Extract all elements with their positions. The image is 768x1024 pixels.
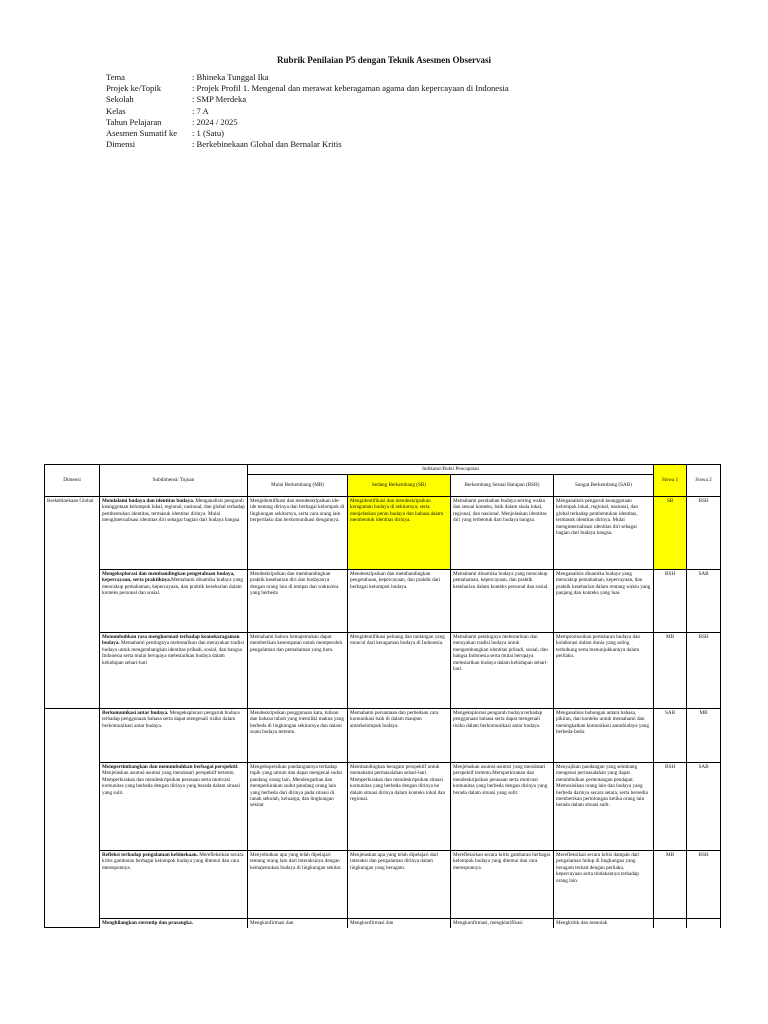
sb-cell: Membandingkan beragam perspektif untuk memahami permasalahan sehari-hari. Memperkirakan dan mendeskripsikan situasi komunitas yang berbeda dengan dirinya ke dalam situasi dirinya dalam konteks lokal dan regional. xyxy=(348,763,451,851)
meta-value: : 2024 / 2025 xyxy=(192,116,238,127)
subdimensi-title: Mempertimbangkan dan menumbuhkan berbagai perspektif. xyxy=(102,764,239,770)
score-siswa-2: SAB xyxy=(687,763,721,851)
meta-row-kelas xyxy=(106,106,509,117)
meta-row-tahun xyxy=(106,117,509,128)
mb-cell: Mengidentifikasi dan mendeskripsikan ide-ide tentang dirinya dan berbagai kelompok di lingkungan sekitarnya, serta cara orang lain berperilaku dan berkomunikasi dengannya. xyxy=(248,497,348,570)
meta-label: Tahun Pelajaran xyxy=(106,116,162,127)
mb-cell: Memahami bahwa kemajemukan dapat memberikan kesempatan untuk memperoleh pengalaman dan pemahaman yang baru. xyxy=(248,633,348,709)
subdimensi-title: Mendalami budaya dan identitas budaya. xyxy=(102,498,195,504)
score-siswa-1: BSH xyxy=(654,570,687,633)
mb-cell: Menyebutkan apa yang telah dipelajari tentang orang lain dari interaksinya dengan kemajemukan budaya di lingkungan sekitar. xyxy=(248,851,348,919)
score-siswa-1: MB xyxy=(654,633,687,709)
bsh-cell: Memahami dinamika budaya yang mencakup pemahaman, kepercayaan, dan praktik keseharian dalam konteks personal dan sosial. xyxy=(451,570,554,633)
subdimensi-title: Refleksi terhadap pengalaman kebinekaan. xyxy=(102,852,198,858)
meta-label: Sekolah xyxy=(106,94,134,105)
document-meta xyxy=(106,72,509,150)
sab-cell: Menganalisis dinamika budaya yang mencakup pemahaman, kepercayaan, dan praktik keseharian dalam rentang waktu yang panjang dan konteks yang luas xyxy=(554,570,654,633)
meta-value: : 1 (Satu) xyxy=(192,128,224,139)
sb-cell: Mengidentifikasi dan mendeskripsikan keragaman budaya di sekitarnya; serta menjelaskan peran budaya dan bahasa dalam membentuk identitas dirinya. xyxy=(348,497,451,570)
score-siswa-2 xyxy=(687,919,721,928)
header-siswa-1: Siswa 1 xyxy=(654,465,687,497)
table-row xyxy=(45,763,721,851)
subdimensi-title: Berkomunikasi antar budaya. xyxy=(102,710,169,716)
meta-label: Dimensi xyxy=(106,139,136,150)
score-siswa-2: SAB xyxy=(687,570,721,633)
subdimensi-desc: Merefleksikan secara kritis gambaran berbagai kelompok budaya yang ditemui dan cara meresponnya. xyxy=(102,852,244,871)
meta-row-dimensi xyxy=(106,139,509,150)
score-siswa-2: BSH xyxy=(687,497,721,570)
meta-label: Kelas xyxy=(106,105,126,116)
header-sab: Sangat Berkembang (SAB) xyxy=(554,475,654,497)
meta-value: : 7 A xyxy=(192,105,209,116)
meta-label: Asesmen Sumatif ke xyxy=(106,128,178,139)
bsh-cell: Merefleksikan secara kritis gambaran berbagai kelompok budaya yang ditemui dan cara meresponnya. xyxy=(451,851,554,919)
bsh-cell: Memahami pentingnya melestarikan dan merayakan tradisi budaya untuk mengembangkan identitas pribadi, sosial, dan bangsa Indonesia serta mulai berupaya melestarikan budaya dalam kehidupan sehari-hari. xyxy=(451,633,554,709)
sab-cell: Mempromosikan pertukaran budaya dan kolaborasi dalam dunia yang saling terhubung serta menunjukkannya dalam perilaku. xyxy=(554,633,654,709)
bsh-cell: Memahami perubahan budaya seiring waktu dan sesuai konteks, baik dalam skala lokal, regional, dan nasional. Menjelaskan identitas diri yang terbentuk dari budaya bangsa. xyxy=(451,497,554,570)
subdimensi-cell xyxy=(100,763,248,851)
sb-cell: Menjelaskan apa yang telah dipelajari dari interaksi dan pengalaman dirinya dalam lingkungan yang beragam. xyxy=(348,851,451,919)
meta-row-asesmen xyxy=(106,128,509,139)
header-indikator: Indikator/Bukti Pencapaian xyxy=(248,465,654,475)
score-siswa-1 xyxy=(654,919,687,928)
subdimensi-title: Mengeksplorasi dan membandingkan pengetahuan budaya, kepercayaan, serta praktiknya. xyxy=(102,571,235,584)
subdimensi-title: Menghilangkan stereotip dan prasangka. xyxy=(102,920,193,926)
meta-value: : SMP Merdeka xyxy=(192,94,247,105)
meta-row-sekolah xyxy=(106,94,509,105)
score-siswa-1: BSH xyxy=(654,763,687,851)
table-row xyxy=(45,851,721,919)
rubric-table xyxy=(44,464,721,928)
meta-label: Tema xyxy=(106,72,125,82)
meta-value: : Projek Profil 1. Mengenal dan merawat keberagaman agama dan kepercayaan di Indonesia xyxy=(192,83,509,94)
table-row xyxy=(45,570,721,633)
mb-cell: Mendeskripsikan dan membandingkan praktik keseharian diri dan budayanya dengan orang lain di tempat dan waktu/era yang berbeda xyxy=(248,570,348,633)
header-siswa-2: Siswa 2 xyxy=(687,465,721,497)
subdimensi-cell xyxy=(100,570,248,633)
header-dimensi: Dimensi xyxy=(45,465,100,497)
mb-cell: Mengkonfirmasi dan xyxy=(248,919,348,928)
table-row xyxy=(45,497,721,570)
subdimensi-desc: Menjelaskan asumsi-asumsi yang mendasari perspektif tertentu. Memperkirakan dan mendeskripsikan perasaan serta motivasi komunitas yang berbeda dengan dirinya yang berada dalam situasi yang sulit. xyxy=(102,770,241,796)
mb-cell: Mengekspresikan pandangannya terhadap topik yang umum dan dapat mengenal sudut pandang orang lain. Mendengarkan dan memperkirakan sudut pandang orang lain yang berbeda dari dirinya pada situasi di ranah sekolah, keluarga, dan lingkungan sekitar xyxy=(248,763,348,851)
sab-cell: Menyajikan pandangan yang seimbang mengenai permasalahan yang dapat menimbulkan pertentangan pendapat. Memosisikan orang lain dan budaya yang berbeda darinya secara setara, serta bersedia memberikan pertolongan ketika orang lain berada dalam situasi sulit. xyxy=(554,763,654,851)
bsh-cell: Mengkonfirmasi, mengklarifikasi xyxy=(451,919,554,928)
header-mb: Mulai Berkembang (MB) xyxy=(248,475,348,497)
subdimensi-cell xyxy=(100,919,248,928)
score-siswa-1: SAB xyxy=(654,709,687,763)
mb-cell: Mendeskripsikan penggunaan kata, tulisan dan bahasa tubuh yang memiliki makna yang berbeda di lingkungan sekitarnya dan dalam suatu budaya tertentu. xyxy=(248,709,348,763)
sb-cell: Mendeskripsikan dan membandingkan pengetahuan, kepercayaan, dan praktik dari berbagai kelompok budaya. xyxy=(348,570,451,633)
subdimensi-cell xyxy=(100,497,248,570)
meta-row-projek xyxy=(106,83,509,94)
sb-cell: Mengkonfirmasi dan xyxy=(348,919,451,928)
meta-value: : Bhineka Tunggal Ika xyxy=(192,72,269,82)
score-siswa-2: BSH xyxy=(687,851,721,919)
header-sb: Sedang Berkembang (SB) xyxy=(348,475,451,497)
sab-cell: Merefleksikan secara kritis dampak dari pengalaman hidup di lingkungan yang beragam terkait dengan perilaku, kepercayaan serta tindakannya terhadap orang lain. xyxy=(554,851,654,919)
score-siswa-2: MB xyxy=(687,709,721,763)
sb-cell: Memahami persamaan dan perbedaan cara komunikasi baik di dalam maupun antarkelompok budaya. xyxy=(348,709,451,763)
sb-cell: Mengidentifikasi peluang dan tantangan yang muncul dari keragaman budaya di Indonesia. xyxy=(348,633,451,709)
subdimensi-desc: Memahami dinamika budaya yang mencakup pemahaman, kepercayaan, dan praktik keseharian dalam konteks personal dan sosial. xyxy=(102,577,243,597)
table-row xyxy=(45,709,721,763)
dimensi-cell: Berkebinekaan Global xyxy=(45,497,100,709)
bsh-cell: Mengeksplorasi pengaruh budaya terhadap penggunaan bahasa serta dapat mengenali risiko dalam berkomunikasi antar budaya. xyxy=(451,709,554,763)
table-row xyxy=(45,919,721,928)
meta-label: Projek ke/Topik xyxy=(106,83,162,94)
score-siswa-1: SB xyxy=(654,497,687,570)
document-title: Rubrik Penilaian P5 dengan Teknik Asesmen Observasi xyxy=(276,55,492,65)
dimensi-cell xyxy=(45,709,100,928)
table-row xyxy=(45,633,721,709)
score-siswa-2: BSH xyxy=(687,633,721,709)
header-subdimensi: Subdimensi/ Tujuan xyxy=(100,465,248,497)
subdimensi-title: Menumbuhkan rasa menghormati terhadap keanekaragaman budaya. xyxy=(102,634,240,647)
score-siswa-1: MB xyxy=(654,851,687,919)
sab-cell: Menganalisis hubungan antara bahasa, pikiran, dan konteks untuk memahami dan meningkatkan komunikasi antarbudaya yang berbeda-beda. xyxy=(554,709,654,763)
subdimensi-cell xyxy=(100,633,248,709)
meta-value: : Berkebinekaan Global dan Bernalar Kritis xyxy=(192,139,342,150)
bsh-cell: Menjelaskan asumsi-asumsi yang mendasari perspektif tertentu.Memperkirakan dan mendeskripsikan perasaan serta motivasi komunitas yang berbeda dengan dirinya yang berada dalam situasi yang sulit. xyxy=(451,763,554,851)
subdimensi-desc: Memahami pentingnya melestarikan dan merayakan tradisi budaya untuk mengembangkan identitas pribadi, sosial, dan bangsa Indonesia serta mulai berupaya melestarikan budaya dalam kehidupan sehari-hari xyxy=(102,640,244,666)
subdimensi-desc: Menganalisis pengaruh keanggotaan kelompok lokal, regional, nasional, dan global terhadap pembentukan identitas, termasuk identitas dirinya. Mulai menginternalisasi identitas diri sebagai bagian dari budaya bangsa xyxy=(102,498,245,524)
sab-cell: Menganalisis pengaruh keanggotaan kelompok lokal, regional, nasional, dan global terhadap pembentukan identitas, termasuk identitas dirinya. Mulai menginternalisasi identitas diri sebagai bagian dari budaya bangsa. xyxy=(554,497,654,570)
subdimensi-desc: Mengeksplorasi pengaruh budaya terhadap penggunaan bahasa serta dapat mengenali risiko dalam berkomunikasi antar budaya. xyxy=(102,710,240,729)
meta-row-tema xyxy=(106,72,509,83)
subdimensi-cell xyxy=(100,709,248,763)
header-bsh: Berkembang Sesuai Harapan (BSH) xyxy=(451,475,554,497)
sab-cell: Mengkritik dan menolak xyxy=(554,919,654,928)
subdimensi-cell xyxy=(100,851,248,919)
